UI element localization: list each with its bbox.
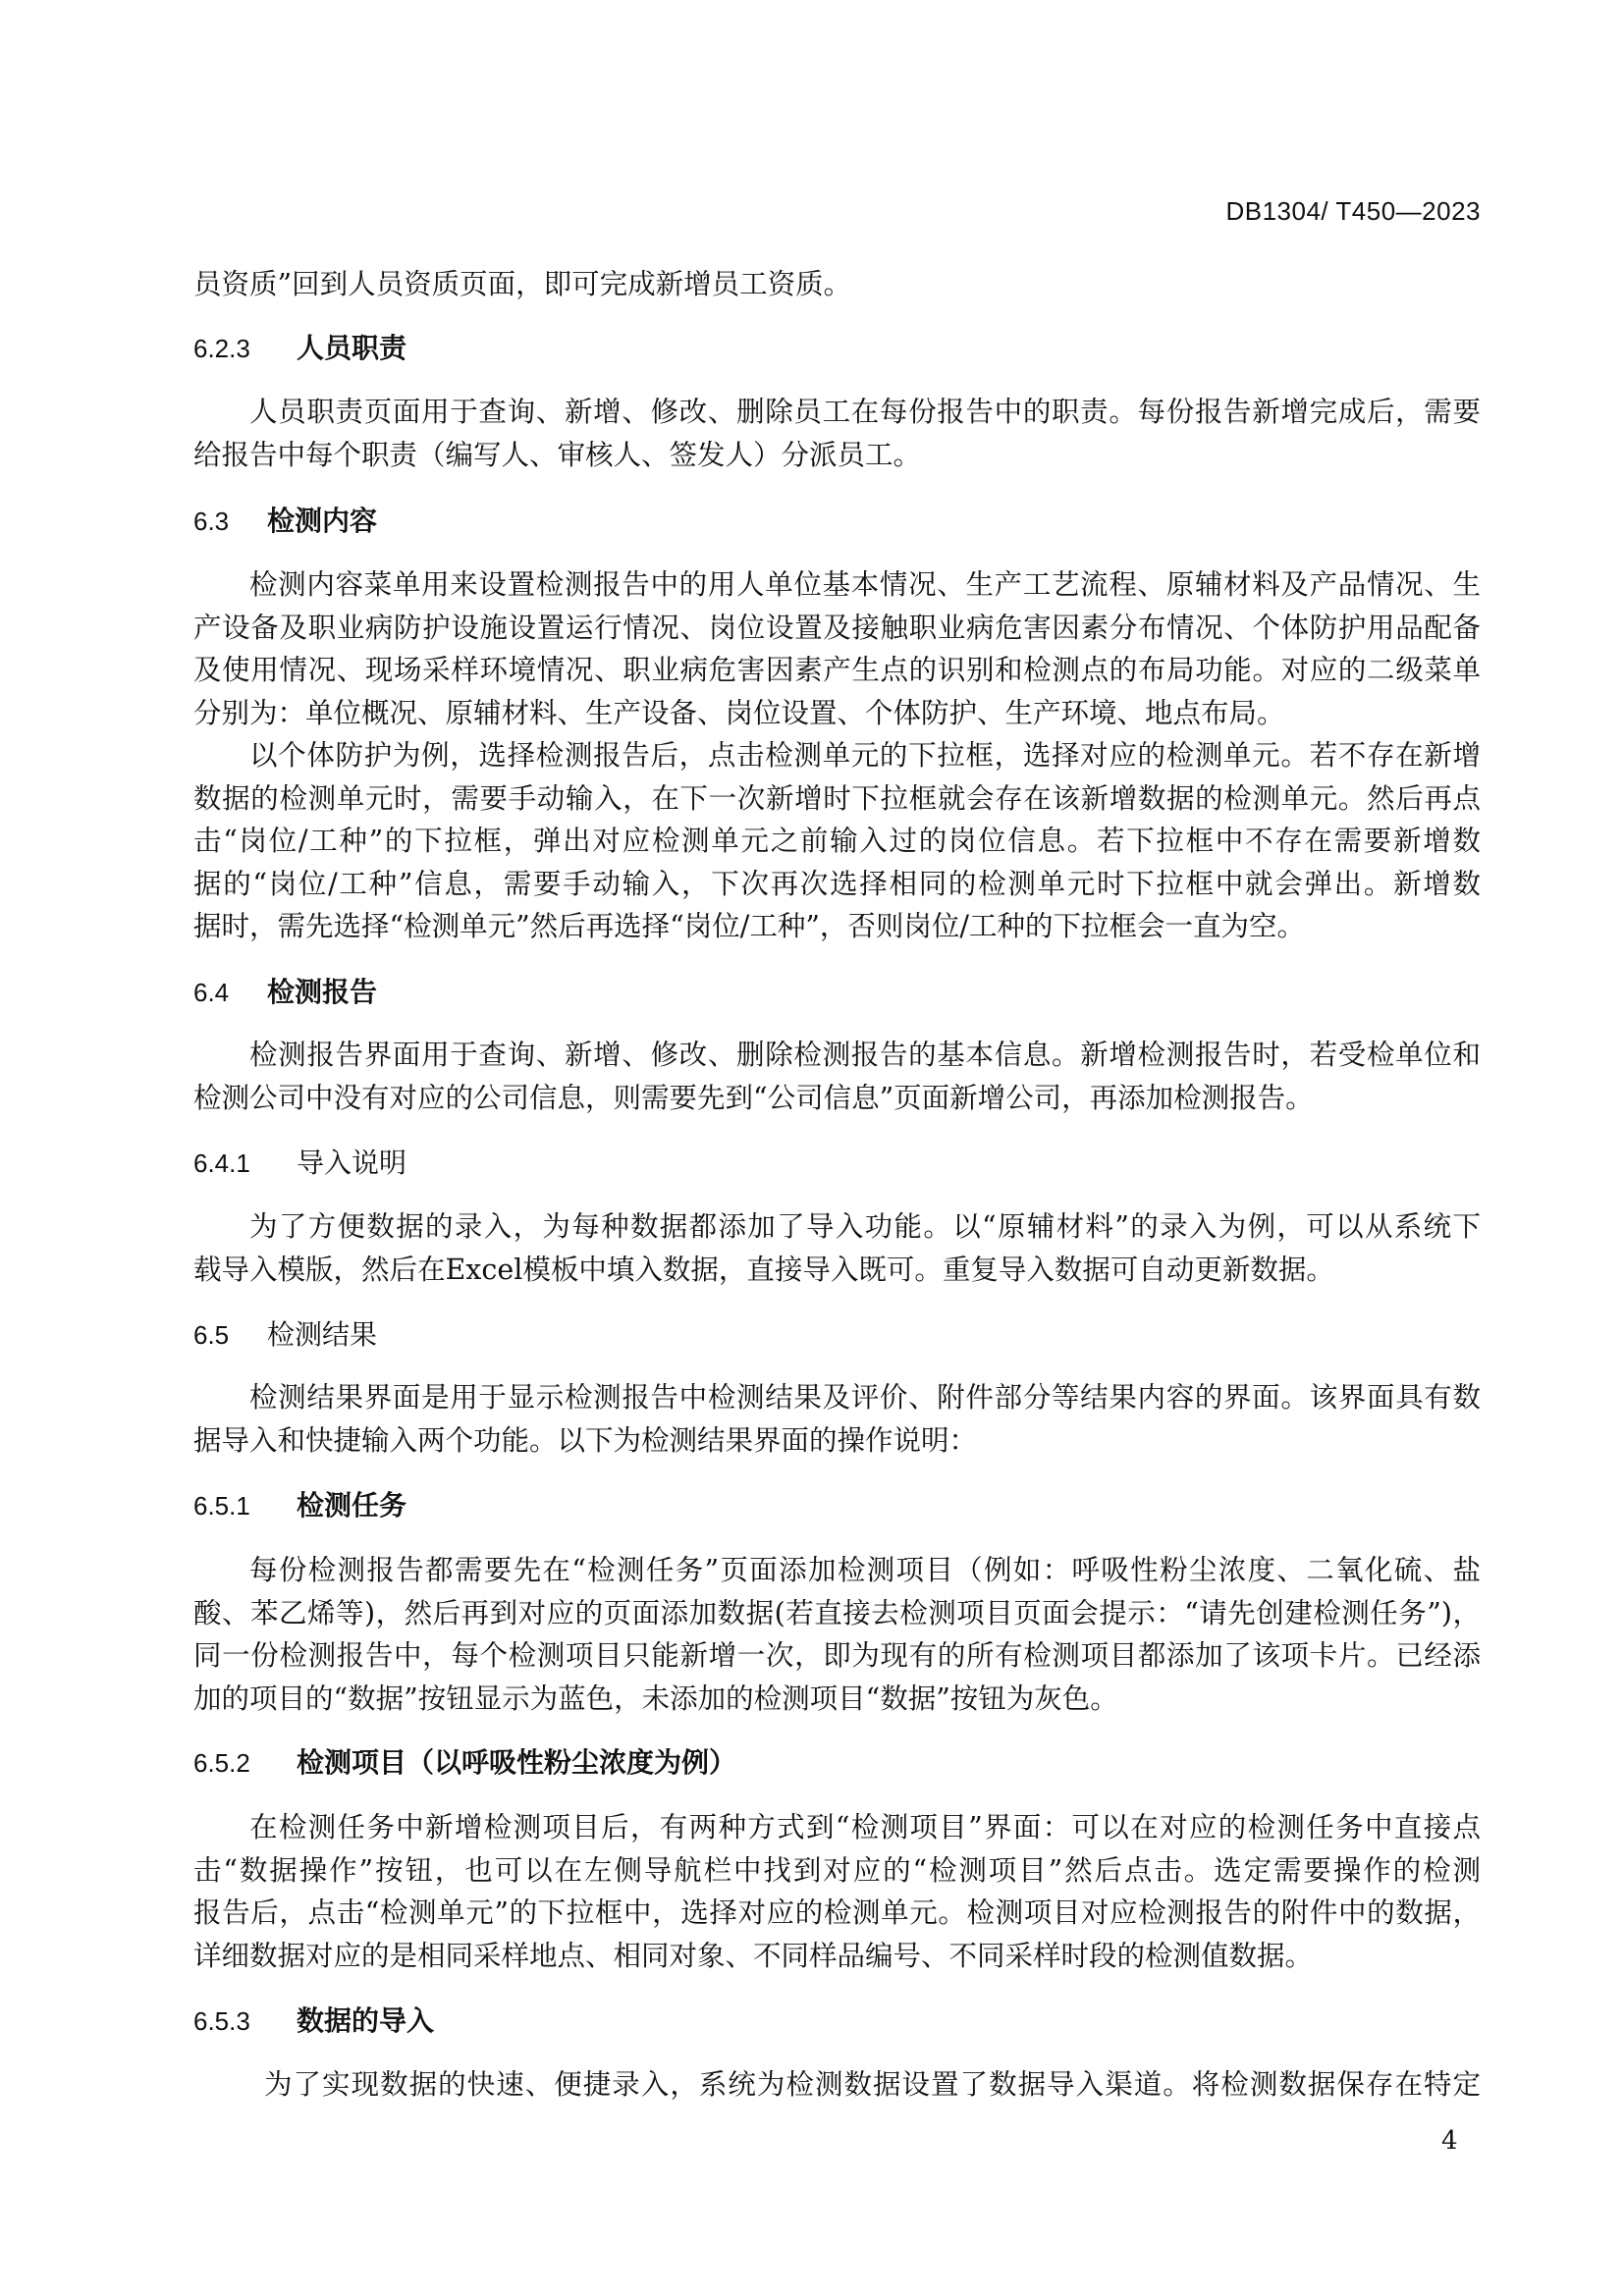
section-heading: [193, 1142, 1481, 1185]
section-heading: [193, 327, 1481, 370]
section-heading: [193, 1484, 1481, 1527]
heading-line: [193, 971, 1481, 1014]
section-number: 6.5.2: [193, 1748, 250, 1778]
heading-line: [193, 1741, 1481, 1785]
paragraph: [193, 1806, 1481, 1977]
section-heading: [193, 500, 1481, 543]
page-number: 4: [1441, 2126, 1458, 2156]
standard-code: DB1304/ T450—2023: [1225, 196, 1481, 226]
paragraph-line: 酸、苯乙烯等)，然后再到对应的页面添加数据(若直接去检测项目页面会提示：“请先创建检测任务”)，: [193, 1596, 1481, 1629]
paragraph-line: 在检测任务中新增检测项目后，有两种方式到“检测项目”界面：可以在对应的检测任务中直接点: [249, 1811, 1481, 1843]
section-number: 6.4.1: [193, 1148, 250, 1178]
heading-line: [193, 327, 1481, 370]
paragraph: [193, 1205, 1481, 1291]
paragraph-line: 给报告中每个职责（编写人、审核人、签发人）分派员工。: [193, 438, 922, 471]
heading-line: [193, 2000, 1481, 2043]
paragraph: [193, 1034, 1481, 1119]
paragraph: [193, 1376, 1481, 1462]
paragraph: [193, 2063, 1481, 2107]
paragraph-line: 为了实现数据的快速、便捷录入，系统为检测数据设置了数据导入渠道。将检测数据保存在特定: [264, 2068, 1481, 2101]
paragraph: [193, 1549, 1481, 1720]
section-heading: [193, 2000, 1481, 2043]
section-title: 数据的导入: [297, 2004, 435, 2037]
paragraph-line: 检测公司中没有对应的公司信息，则需要先到“公司信息”页面新增公司，再添加检测报告。: [193, 1081, 1314, 1114]
section-heading: [193, 1313, 1481, 1357]
section-title: 检测结果: [267, 1318, 378, 1351]
section-title: 检测项目（以呼吸性粉尘浓度为例）: [297, 1746, 737, 1779]
section-number: 6.4: [193, 978, 230, 1007]
paragraph-line: 载导入模版，然后在Excel模板中填入数据，直接导入既可。重复导入数据可自动更新数据。: [193, 1253, 1334, 1286]
paragraph-line: 产设备及职业病防护设施设置运行情况、岗位设置及接触职业病危害因素分布情况、个体防护用品配备: [193, 611, 1481, 644]
paragraph: [193, 391, 1481, 476]
paragraph-line: 及使用情况、现场采样环境情况、职业病危害因素产生点的识别和检测点的布局功能。对应的二级菜单: [193, 654, 1481, 687]
section-title: 检测报告: [267, 976, 378, 1008]
section-number: 6.2.3: [193, 334, 250, 363]
heading-line: [193, 1484, 1481, 1527]
heading-line: [193, 1142, 1481, 1185]
paragraph-line: 分别为：单位概况、原辅材料、生产设备、岗位设置、个体防护、生产环境、地点布局。: [193, 696, 1285, 729]
paragraph-line: 数据的检测单元时，需要手动输入，在下一次新增时下拉框就会存在该新增数据的检测单元。然后再点: [193, 781, 1481, 815]
paragraph-line: 击“岗位/工种”的下拉框，弹出对应检测单元之前输入过的岗位信息。若下拉框中不存在需要新增数: [193, 825, 1481, 858]
heading-line: [193, 500, 1481, 543]
paragraph-line: 检测结果界面是用于显示检测报告中检测结果及评价、附件部分等结果内容的界面。该界面具有数: [249, 1381, 1481, 1414]
paragraph-line: 击“数据操作”按钮，也可以在左侧导航栏中找到对应的“检测项目”然后点击。选定需要操作的检测: [193, 1853, 1481, 1887]
paragraph-line: 人员职责页面用于查询、新增、修改、删除员工在每份报告中的职责。每份报告新增完成后，需要: [249, 396, 1481, 428]
paragraph-line: 检测内容菜单用来设置检测报告中的用人单位基本情况、生产工艺流程、原辅材料及产品情况、生: [249, 568, 1481, 601]
paragraph-line: 每份检测报告都需要先在“检测任务”页面添加检测项目（例如：呼吸性粉尘浓度、二氧化硫、盐: [249, 1554, 1481, 1586]
paragraph-line: 报告后，点击“检测单元”的下拉框中，选择对应的检测单元。检测项目对应检测报告的附件中的数据，: [193, 1896, 1481, 1930]
paragraph-line: 据时，需先选择“检测单元”然后再选择“岗位/工种”，否则岗位/工种的下拉框会一直为空。: [193, 910, 1305, 943]
paragraph: [193, 734, 1481, 948]
section-title: 检测任务: [297, 1489, 407, 1522]
paragraph-line: 同一份检测报告中，每个检测项目只能新增一次，即为现有的所有检测项目都添加了该项卡片。已经添: [193, 1639, 1481, 1673]
section-number: 6.5.1: [193, 1491, 250, 1521]
paragraph-line: 加的项目的“数据”按钮显示为蓝色，未添加的检测项目“数据”按钮为灰色。: [193, 1682, 1118, 1715]
section-number: 6.5: [193, 1320, 230, 1350]
section-title: 人员职责: [297, 332, 407, 364]
paragraph-line: 据导入和快捷输入两个功能。以下为检测结果界面的操作说明：: [193, 1423, 978, 1457]
section-number: 6.3: [193, 507, 230, 536]
paragraph-line: 为了方便数据的录入，为每种数据都添加了导入功能。以“原辅材料”的录入为例，可以从系统下: [249, 1210, 1481, 1243]
section-title: 检测内容: [267, 505, 378, 537]
paragraph-line: 据的“岗位/工种”信息，需要手动输入，下次再次选择相同的检测单元时下拉框中就会弹出。新增数: [193, 867, 1481, 900]
heading-line: [193, 1313, 1481, 1357]
paragraph: [193, 263, 1481, 306]
paragraph-line: 以个体防护为例，选择检测报告后，点击检测单元的下拉框，选择对应的检测单元。若不存在新增: [249, 739, 1481, 772]
section-heading: [193, 971, 1481, 1014]
section-title: 导入说明: [297, 1147, 407, 1179]
section-heading: [193, 1741, 1481, 1785]
paragraph-line: 员资质”回到人员资质页面，即可完成新增员工资质。: [193, 268, 852, 300]
paragraph-line: 检测报告界面用于查询、新增、修改、删除检测报告的基本信息。新增检测报告时，若受检单位和: [249, 1039, 1481, 1071]
paragraph: [193, 563, 1481, 734]
section-number: 6.5.3: [193, 2006, 250, 2036]
paragraph-line: 详细数据对应的是相同采样地点、相同对象、不同样品编号、不同采样时段的检测值数据。: [193, 1939, 1314, 1972]
